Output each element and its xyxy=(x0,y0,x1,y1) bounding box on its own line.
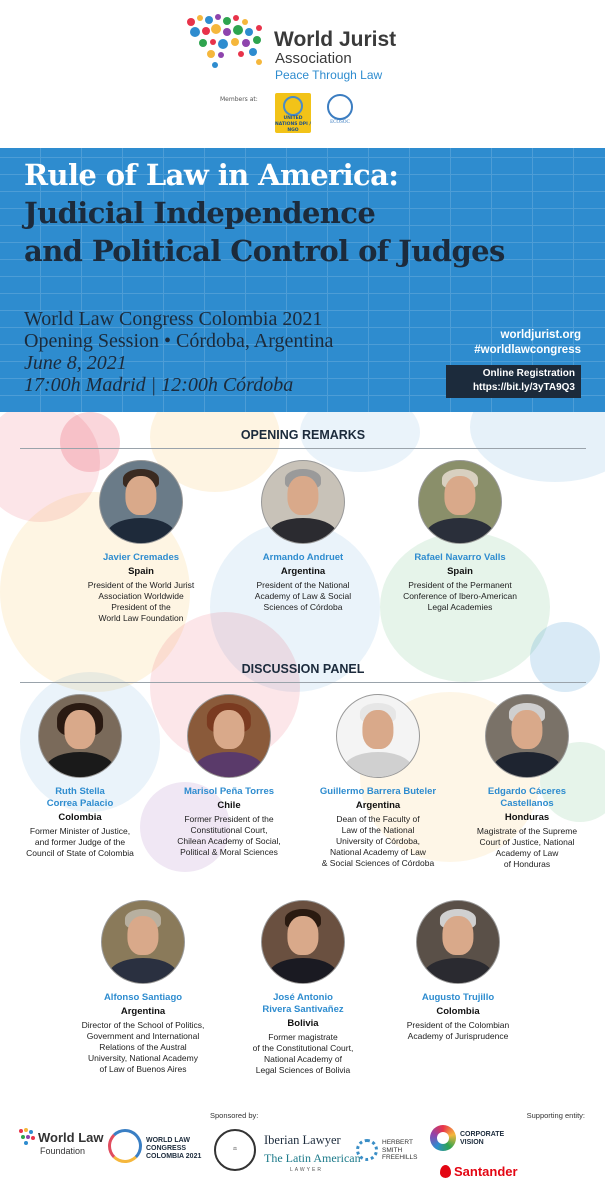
panelist-country: Honduras xyxy=(504,812,550,823)
santander-text: Santander xyxy=(454,1164,518,1179)
panelist-name: Guillermo Barrera Buteler xyxy=(319,786,437,797)
title-line-2: Judicial Independence xyxy=(24,196,376,230)
cv-ring-icon xyxy=(430,1125,456,1151)
speaker-country: Argentina xyxy=(280,566,326,577)
un-emblem-icon xyxy=(283,96,303,116)
panelist-name: José Antonio Rivera Santivañez xyxy=(262,992,344,1015)
colegio-seal-logo xyxy=(214,1129,256,1171)
congress-info xyxy=(24,308,333,396)
hashtag: #worldlawcongress xyxy=(474,344,581,356)
speaker-photo xyxy=(418,460,502,544)
speaker-name: Rafael Navarro Valls xyxy=(414,552,506,563)
session-location: Opening Session • Córdoba, Argentina xyxy=(24,330,334,352)
panelist-country: Argentina xyxy=(120,1006,166,1017)
panelist-country: Bolivia xyxy=(287,1018,319,1029)
event-time: 17:00h Madrid | 12:00h Córdoba xyxy=(24,374,294,396)
un-dpi-ngo-badge xyxy=(275,93,311,133)
speaker-country: Spain xyxy=(128,566,154,577)
panelist-name: Ruth Stella Correa Palacio xyxy=(46,786,114,809)
registration-label: Online Registration xyxy=(482,368,575,379)
ecosoc-text: ECOSOC xyxy=(330,120,350,125)
panelist-country: Colombia xyxy=(58,812,102,823)
registration-box[interactable] xyxy=(446,365,581,398)
speaker-name: Armando Andruet xyxy=(262,552,344,563)
panelist-country: Argentina xyxy=(355,800,401,811)
discussion-panel-heading: DISCUSSION PANEL xyxy=(20,662,586,683)
speaker-photo xyxy=(99,460,183,544)
org-name: World Jurist xyxy=(274,28,397,51)
panelist-photo xyxy=(101,900,185,984)
wlf-name: World Law xyxy=(38,1130,104,1145)
event-banner xyxy=(0,148,605,412)
congress-ring-icon xyxy=(108,1129,142,1163)
title-line-3: and Political Control of Judges xyxy=(24,234,505,268)
panelist-role: Former magistrate of the Constitutional Court, National Academy of Legal Sciences of Bolivia xyxy=(252,1032,354,1075)
ecosoc-emblem-icon xyxy=(327,94,353,120)
org-tagline: Peace Through Law xyxy=(275,68,383,82)
panelist-name: Alfonso Santiago xyxy=(103,992,183,1003)
header xyxy=(0,0,605,148)
congress-name: World Law Congress Colombia 2021 xyxy=(24,308,323,330)
iberian-lawyer-logo xyxy=(264,1131,361,1173)
panelist-role: Dean of the Faculty of Law of the National University of Córdoba, National Academy of Law & Social Sciences of Córdoba xyxy=(321,814,435,868)
supporting-label: Supporting entity: xyxy=(526,1111,585,1120)
panelist-card xyxy=(452,694,602,870)
panelist-photo xyxy=(336,694,420,778)
panelist-photo xyxy=(416,900,500,984)
banner-links xyxy=(474,328,581,358)
speaker-photo xyxy=(261,460,345,544)
panelist-photo xyxy=(485,694,569,778)
panelist-card xyxy=(228,900,378,1076)
speaker-role: President of the National Academy of Law & Social Sciences of Córdoba xyxy=(254,580,352,612)
panelist-country: Colombia xyxy=(436,1006,480,1017)
panelist-card xyxy=(383,900,533,1042)
speaker-card xyxy=(228,460,378,613)
latin-lawyer-sub: LAWYER xyxy=(290,1167,323,1173)
wlc-name: WORLD LAW CONGRESS COLOMBIA 2021 xyxy=(146,1137,202,1160)
event-title xyxy=(24,156,594,270)
panelist-role: Director of the School of Politics, Government and International Relations of the Austral University, National Academy of Law of Buenos Aires xyxy=(81,1020,205,1074)
speaker-role: President of the World Jurist Association Worldwide President of the World Law Foundation xyxy=(87,580,195,623)
panelist-card xyxy=(68,900,218,1075)
hsf-text: HERBERT SMITH FREEHILLS xyxy=(382,1139,418,1161)
panelist-photo xyxy=(261,900,345,984)
panelist-country: Chile xyxy=(217,800,241,811)
iberian-lawyer-text: Iberian Lawyer xyxy=(264,1133,341,1147)
org-name-line2: Association xyxy=(275,50,352,67)
un-badge-text: UNITED NATIONS DPI / NGO xyxy=(275,116,311,133)
santander-flame-icon xyxy=(440,1165,451,1178)
panelist-photo xyxy=(187,694,271,778)
panelist-card xyxy=(5,694,155,859)
panelist-card xyxy=(303,694,453,869)
hsf-mark-icon xyxy=(356,1139,378,1161)
opening-remarks-heading: OPENING REMARKS xyxy=(20,428,586,449)
sponsors-footer xyxy=(0,1105,605,1200)
title-line-1: Rule of Law in America: xyxy=(24,158,399,192)
speaker-name: Javier Cremades xyxy=(102,552,180,563)
world-map-dots-logo xyxy=(183,12,273,72)
panelist-role: President of the Colombian Academy of Jurisprudence xyxy=(406,1020,510,1041)
speakers-area xyxy=(0,412,605,1105)
wlf-sub: Foundation xyxy=(40,1146,86,1156)
cv-text: CORPORATE VISION xyxy=(460,1131,505,1146)
ecosoc-badge xyxy=(322,93,358,133)
panelist-card xyxy=(154,694,304,858)
panelist-role: Magistrate of the Supreme Court of Justice, National Academy of Law of Honduras xyxy=(476,826,578,869)
seal-icon: ⚖ xyxy=(232,1146,238,1151)
panelist-photo xyxy=(38,694,122,778)
sponsored-label: Sponsored by: xyxy=(210,1111,259,1120)
panelist-name: Edgardo Cáceres Castellanos xyxy=(487,786,567,809)
speaker-role: President of the Permanent Conference of Ibero-American Legal Academies xyxy=(403,580,517,612)
speaker-card xyxy=(385,460,535,613)
members-label: Members at: xyxy=(220,96,258,103)
registration-url[interactable]: https://bit.ly/3yTA9Q3 xyxy=(472,382,575,393)
latin-american-text: The Latin American xyxy=(264,1151,361,1165)
event-date: June 8, 2021 xyxy=(24,352,127,374)
panelist-name: Marisol Peña Torres xyxy=(183,786,275,797)
panelist-name: Augusto Trujillo xyxy=(421,992,495,1003)
panelist-role: Former President of the Constitutional Court, Chilean Academy of Social, Political & Moral Sciences xyxy=(177,814,281,857)
website-link[interactable]: worldjurist.org xyxy=(500,329,581,341)
speaker-card xyxy=(66,460,216,624)
panelist-role: Former Minister of Justice, and former Judge of the Council of State of Colombia xyxy=(26,826,134,858)
speaker-country: Spain xyxy=(447,566,473,577)
